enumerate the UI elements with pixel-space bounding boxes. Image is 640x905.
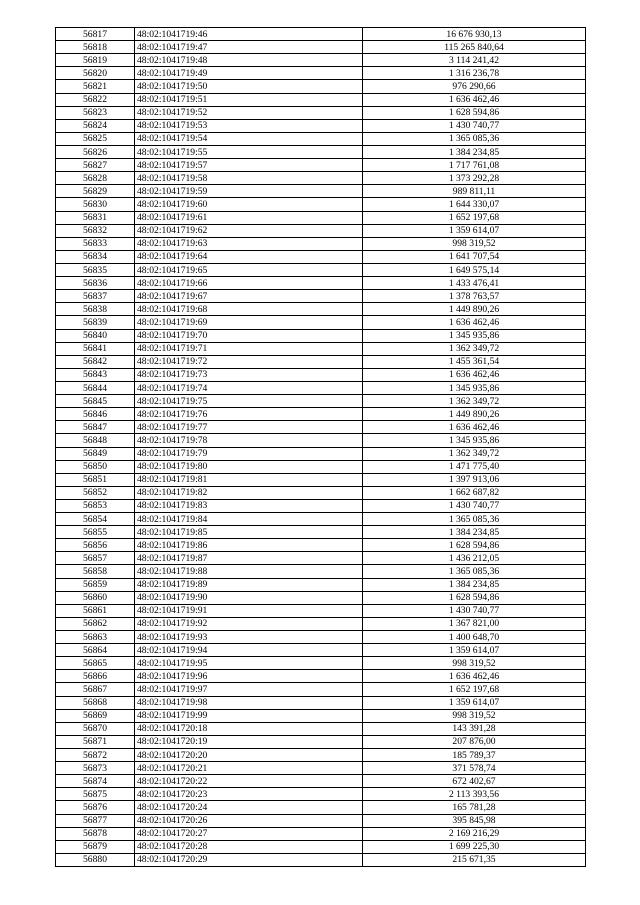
row-number-cell: 56820 (56, 67, 135, 80)
row-number-cell: 56877 (56, 814, 135, 827)
table-row (56, 801, 586, 814)
cadastral-number-cell: 48:02:1041719:73 (135, 368, 363, 381)
cadastral-number-cell: 48:02:1041719:80 (135, 460, 363, 473)
cadastral-value-cell: 998 319,52 (363, 237, 586, 250)
row-number-cell: 56830 (56, 198, 135, 211)
table-row (56, 395, 586, 408)
cadastral-number-cell: 48:02:1041719:46 (135, 28, 363, 41)
cadastral-number-cell: 48:02:1041720:18 (135, 722, 363, 735)
table-row (56, 132, 586, 145)
table-row (56, 762, 586, 775)
cadastral-number-cell: 48:02:1041720:27 (135, 827, 363, 840)
table-row (56, 722, 586, 735)
table-row (56, 303, 586, 316)
row-number-cell: 56861 (56, 604, 135, 617)
row-number-cell: 56858 (56, 565, 135, 578)
cadastral-number-cell: 48:02:1041720:26 (135, 814, 363, 827)
row-number-cell: 56876 (56, 801, 135, 814)
row-number-cell: 56828 (56, 172, 135, 185)
cadastral-number-cell: 48:02:1041719:82 (135, 486, 363, 499)
cadastral-value-cell: 1 636 462,46 (363, 368, 586, 381)
cadastral-value-cell: 115 265 840,64 (363, 41, 586, 54)
row-number-cell: 56873 (56, 762, 135, 775)
row-number-cell: 56880 (56, 853, 135, 866)
table-row (56, 447, 586, 460)
cadastral-value-cell: 1 455 361,54 (363, 355, 586, 368)
cadastral-number-cell: 48:02:1041719:72 (135, 355, 363, 368)
cadastral-number-cell: 48:02:1041719:91 (135, 604, 363, 617)
row-number-cell: 56862 (56, 617, 135, 630)
cadastral-value-cell: 1 628 594,86 (363, 539, 586, 552)
table-row (56, 749, 586, 762)
cadastral-number-cell: 48:02:1041719:62 (135, 224, 363, 237)
row-number-cell: 56818 (56, 41, 135, 54)
cadastral-number-cell: 48:02:1041719:61 (135, 211, 363, 224)
cadastral-value-cell: 185 789,37 (363, 749, 586, 762)
table-row (56, 499, 586, 512)
cadastral-number-cell: 48:02:1041719:95 (135, 657, 363, 670)
cadastral-number-cell: 48:02:1041719:88 (135, 565, 363, 578)
table-row (56, 565, 586, 578)
table-row (56, 513, 586, 526)
row-number-cell: 56868 (56, 696, 135, 709)
row-number-cell: 56860 (56, 591, 135, 604)
cadastral-number-cell: 48:02:1041720:20 (135, 749, 363, 762)
cadastral-number-cell: 48:02:1041719:77 (135, 421, 363, 434)
cadastral-value-cell: 1 449 890,26 (363, 303, 586, 316)
cadastral-value-cell: 3 114 241,42 (363, 54, 586, 67)
cadastral-value-cell: 1 384 234,85 (363, 526, 586, 539)
table-row (56, 368, 586, 381)
cadastral-number-cell: 48:02:1041719:68 (135, 303, 363, 316)
cadastral-number-cell: 48:02:1041719:63 (135, 237, 363, 250)
table-body (56, 28, 586, 867)
cadastral-number-cell: 48:02:1041719:55 (135, 145, 363, 158)
table-row (56, 657, 586, 670)
row-number-cell: 56840 (56, 329, 135, 342)
row-number-cell: 56869 (56, 709, 135, 722)
row-number-cell: 56833 (56, 237, 135, 250)
cadastral-value-cell: 1 345 935,86 (363, 434, 586, 447)
cadastral-value-cell: 1 430 740,77 (363, 604, 586, 617)
row-number-cell: 56865 (56, 657, 135, 670)
cadastral-value-cell: 2 113 393,56 (363, 788, 586, 801)
cadastral-value-cell: 1 345 935,86 (363, 381, 586, 394)
row-number-cell: 56874 (56, 775, 135, 788)
table-row (56, 434, 586, 447)
cadastral-number-cell: 48:02:1041719:51 (135, 93, 363, 106)
cadastral-number-cell: 48:02:1041719:70 (135, 329, 363, 342)
table-row (56, 840, 586, 853)
table-row (56, 591, 586, 604)
row-number-cell: 56879 (56, 840, 135, 853)
table-row (56, 814, 586, 827)
cadastral-value-cell: 1 652 197,68 (363, 211, 586, 224)
table-row (56, 631, 586, 644)
row-number-cell: 56835 (56, 263, 135, 276)
table-row (56, 263, 586, 276)
cadastral-value-cell: 165 781,28 (363, 801, 586, 814)
cadastral-number-cell: 48:02:1041719:67 (135, 290, 363, 303)
cadastral-number-cell: 48:02:1041719:94 (135, 644, 363, 657)
cadastral-value-cell: 16 676 930,13 (363, 28, 586, 41)
cadastral-value-cell: 143 391,28 (363, 722, 586, 735)
cadastral-value-cell: 2 169 216,29 (363, 827, 586, 840)
table-row (56, 604, 586, 617)
cadastral-value-cell: 1 397 913,06 (363, 473, 586, 486)
cadastral-number-cell: 48:02:1041719:48 (135, 54, 363, 67)
table-row (56, 106, 586, 119)
cadastral-value-cell: 371 578,74 (363, 762, 586, 775)
table-row (56, 788, 586, 801)
row-number-cell: 56831 (56, 211, 135, 224)
table-row (56, 54, 586, 67)
cadastral-value-cell: 1 449 890,26 (363, 408, 586, 421)
row-number-cell: 56825 (56, 132, 135, 145)
cadastral-number-cell: 48:02:1041719:74 (135, 381, 363, 394)
row-number-cell: 56856 (56, 539, 135, 552)
cadastral-value-cell: 1 400 648,70 (363, 631, 586, 644)
table-row (56, 539, 586, 552)
row-number-cell: 56843 (56, 368, 135, 381)
table-row (56, 185, 586, 198)
cadastral-number-cell: 48:02:1041719:71 (135, 342, 363, 355)
row-number-cell: 56867 (56, 683, 135, 696)
cadastral-number-cell: 48:02:1041719:54 (135, 132, 363, 145)
row-number-cell: 56845 (56, 395, 135, 408)
row-number-cell: 56836 (56, 277, 135, 290)
cadastral-value-cell: 1 699 225,30 (363, 840, 586, 853)
cadastral-value-cell: 1 362 349,72 (363, 395, 586, 408)
row-number-cell: 56819 (56, 54, 135, 67)
cadastral-value-cell: 1 359 614,07 (363, 224, 586, 237)
cadastral-number-cell: 48:02:1041719:89 (135, 578, 363, 591)
cadastral-value-cell: 1 345 935,86 (363, 329, 586, 342)
row-number-cell: 56852 (56, 486, 135, 499)
row-number-cell: 56857 (56, 552, 135, 565)
cadastral-value-cell: 1 430 740,77 (363, 499, 586, 512)
cadastral-number-cell: 48:02:1041720:21 (135, 762, 363, 775)
cadastral-number-cell: 48:02:1041719:50 (135, 80, 363, 93)
row-number-cell: 56832 (56, 224, 135, 237)
row-number-cell: 56878 (56, 827, 135, 840)
cadastral-number-cell: 48:02:1041719:59 (135, 185, 363, 198)
table-row (56, 775, 586, 788)
table-row (56, 526, 586, 539)
table-row (56, 342, 586, 355)
cadastral-value-cell: 998 319,52 (363, 657, 586, 670)
cadastral-number-cell: 48:02:1041719:96 (135, 670, 363, 683)
cadastral-number-cell: 48:02:1041719:47 (135, 41, 363, 54)
row-number-cell: 56866 (56, 670, 135, 683)
row-number-cell: 56872 (56, 749, 135, 762)
cadastral-value-cell: 1 384 234,85 (363, 145, 586, 158)
cadastral-value-cell: 998 319,52 (363, 709, 586, 722)
row-number-cell: 56875 (56, 788, 135, 801)
row-number-cell: 56841 (56, 342, 135, 355)
cadastral-value-cell: 1 652 197,68 (363, 683, 586, 696)
cadastral-value-cell: 1 436 212,05 (363, 552, 586, 565)
cadastral-number-cell: 48:02:1041720:23 (135, 788, 363, 801)
cadastral-value-cell: 1 362 349,72 (363, 342, 586, 355)
cadastral-number-cell: 48:02:1041719:92 (135, 617, 363, 630)
cadastral-value-cell: 1 636 462,46 (363, 421, 586, 434)
table-row (56, 316, 586, 329)
row-number-cell: 56863 (56, 631, 135, 644)
cadastral-number-cell: 48:02:1041719:86 (135, 539, 363, 552)
row-number-cell: 56844 (56, 381, 135, 394)
table-row (56, 381, 586, 394)
cadastral-value-cell: 1 717 761,08 (363, 159, 586, 172)
row-number-cell: 56817 (56, 28, 135, 41)
cadastral-value-cell: 1 430 740,77 (363, 119, 586, 132)
cadastral-number-cell: 48:02:1041719:87 (135, 552, 363, 565)
cadastral-number-cell: 48:02:1041719:69 (135, 316, 363, 329)
cadastral-number-cell: 48:02:1041719:85 (135, 526, 363, 539)
table-row (56, 696, 586, 709)
table-row (56, 421, 586, 434)
table-row (56, 28, 586, 41)
table-row (56, 355, 586, 368)
row-number-cell: 56859 (56, 578, 135, 591)
cadastral-number-cell: 48:02:1041719:81 (135, 473, 363, 486)
cadastral-value-cell: 672 402,67 (363, 775, 586, 788)
cadastral-value-cell: 395 845,98 (363, 814, 586, 827)
cadastral-value-cell: 1 433 476,41 (363, 277, 586, 290)
row-number-cell: 56821 (56, 80, 135, 93)
cadastral-value-cell: 1 359 614,07 (363, 696, 586, 709)
cadastral-number-cell: 48:02:1041719:93 (135, 631, 363, 644)
cadastral-number-cell: 48:02:1041720:24 (135, 801, 363, 814)
cadastral-number-cell: 48:02:1041720:28 (135, 840, 363, 853)
cadastral-value-cell: 207 876,00 (363, 735, 586, 748)
cadastral-value-cell: 1 316 236,78 (363, 67, 586, 80)
table-row (56, 460, 586, 473)
table-row (56, 329, 586, 342)
cadastral-number-cell: 48:02:1041719:75 (135, 395, 363, 408)
cadastral-number-cell: 48:02:1041719:57 (135, 159, 363, 172)
row-number-cell: 56834 (56, 250, 135, 263)
row-number-cell: 56850 (56, 460, 135, 473)
table-row (56, 67, 586, 80)
cadastral-number-cell: 48:02:1041720:19 (135, 735, 363, 748)
cadastral-number-cell: 48:02:1041719:84 (135, 513, 363, 526)
row-number-cell: 56837 (56, 290, 135, 303)
table-row (56, 552, 586, 565)
cadastral-value-cell: 1 378 763,57 (363, 290, 586, 303)
table-row (56, 172, 586, 185)
cadastral-number-cell: 48:02:1041719:83 (135, 499, 363, 512)
row-number-cell: 56824 (56, 119, 135, 132)
cadastral-number-cell: 48:02:1041719:58 (135, 172, 363, 185)
row-number-cell: 56864 (56, 644, 135, 657)
cadastral-value-cell: 1 365 085,36 (363, 513, 586, 526)
table-row (56, 408, 586, 421)
cadastral-value-cell: 989 811,11 (363, 185, 586, 198)
row-number-cell: 56842 (56, 355, 135, 368)
cadastral-value-cell: 1 471 775,40 (363, 460, 586, 473)
cadastral-value-cell: 1 373 292,28 (363, 172, 586, 185)
table-row (56, 683, 586, 696)
table-row (56, 198, 586, 211)
row-number-cell: 56851 (56, 473, 135, 486)
table-row (56, 119, 586, 132)
table-row (56, 827, 586, 840)
cadastral-value-cell: 1 365 085,36 (363, 132, 586, 145)
row-number-cell: 56870 (56, 722, 135, 735)
table-row (56, 578, 586, 591)
table-row (56, 290, 586, 303)
cadastral-value-cell: 215 671,35 (363, 853, 586, 866)
cadastral-number-cell: 48:02:1041719:60 (135, 198, 363, 211)
row-number-cell: 56839 (56, 316, 135, 329)
row-number-cell: 56847 (56, 421, 135, 434)
row-number-cell: 56871 (56, 735, 135, 748)
table-row (56, 250, 586, 263)
cadastral-number-cell: 48:02:1041719:53 (135, 119, 363, 132)
cadastral-value-cell: 1 644 330,07 (363, 198, 586, 211)
row-number-cell: 56848 (56, 434, 135, 447)
row-number-cell: 56846 (56, 408, 135, 421)
row-number-cell: 56849 (56, 447, 135, 460)
cadastral-number-cell: 48:02:1041719:97 (135, 683, 363, 696)
row-number-cell: 56854 (56, 513, 135, 526)
cadastral-number-cell: 48:02:1041719:66 (135, 277, 363, 290)
row-number-cell: 56822 (56, 93, 135, 106)
cadastral-number-cell: 48:02:1041719:78 (135, 434, 363, 447)
table-row (56, 709, 586, 722)
cadastral-number-cell: 48:02:1041720:29 (135, 853, 363, 866)
table-row (56, 145, 586, 158)
cadastral-number-cell: 48:02:1041719:65 (135, 263, 363, 276)
cadastral-value-cell: 1 662 687,82 (363, 486, 586, 499)
table-row (56, 237, 586, 250)
table-row (56, 644, 586, 657)
cadastral-number-cell: 48:02:1041720:22 (135, 775, 363, 788)
row-number-cell: 56823 (56, 106, 135, 119)
table-row (56, 486, 586, 499)
table-row (56, 159, 586, 172)
cadastral-value-cell: 1 367 821,00 (363, 617, 586, 630)
table-row (56, 735, 586, 748)
cadastral-value-cell: 1 636 462,46 (363, 93, 586, 106)
cadastral-number-cell: 48:02:1041719:64 (135, 250, 363, 263)
cadastral-number-cell: 48:02:1041719:99 (135, 709, 363, 722)
cadastral-number-cell: 48:02:1041719:98 (135, 696, 363, 709)
table-row (56, 224, 586, 237)
row-number-cell: 56855 (56, 526, 135, 539)
cadastral-number-cell: 48:02:1041719:52 (135, 106, 363, 119)
cadastral-value-cell: 1 636 462,46 (363, 316, 586, 329)
table-row (56, 93, 586, 106)
table-row (56, 80, 586, 93)
cadastral-value-cell: 1 384 234,85 (363, 578, 586, 591)
cadastral-value-cell: 1 359 614,07 (363, 644, 586, 657)
table-row (56, 473, 586, 486)
row-number-cell: 56826 (56, 145, 135, 158)
table-row (56, 670, 586, 683)
cadastral-value-cell: 1 628 594,86 (363, 106, 586, 119)
row-number-cell: 56829 (56, 185, 135, 198)
cadastral-number-cell: 48:02:1041719:76 (135, 408, 363, 421)
cadastral-value-table (55, 27, 586, 867)
cadastral-value-cell: 1 641 707,54 (363, 250, 586, 263)
cadastral-value-cell: 1 362 349,72 (363, 447, 586, 460)
table-row (56, 617, 586, 630)
cadastral-value-cell: 1 365 085,36 (363, 565, 586, 578)
cadastral-value-cell: 1 628 594,86 (363, 591, 586, 604)
cadastral-number-cell: 48:02:1041719:49 (135, 67, 363, 80)
row-number-cell: 56827 (56, 159, 135, 172)
cadastral-number-cell: 48:02:1041719:79 (135, 447, 363, 460)
cadastral-value-cell: 1 649 575,14 (363, 263, 586, 276)
table-row (56, 277, 586, 290)
row-number-cell: 56838 (56, 303, 135, 316)
table-row (56, 41, 586, 54)
table-row (56, 853, 586, 866)
cadastral-number-cell: 48:02:1041719:90 (135, 591, 363, 604)
table-row (56, 211, 586, 224)
row-number-cell: 56853 (56, 499, 135, 512)
cadastral-value-cell: 976 290,66 (363, 80, 586, 93)
cadastral-value-cell: 1 636 462,46 (363, 670, 586, 683)
